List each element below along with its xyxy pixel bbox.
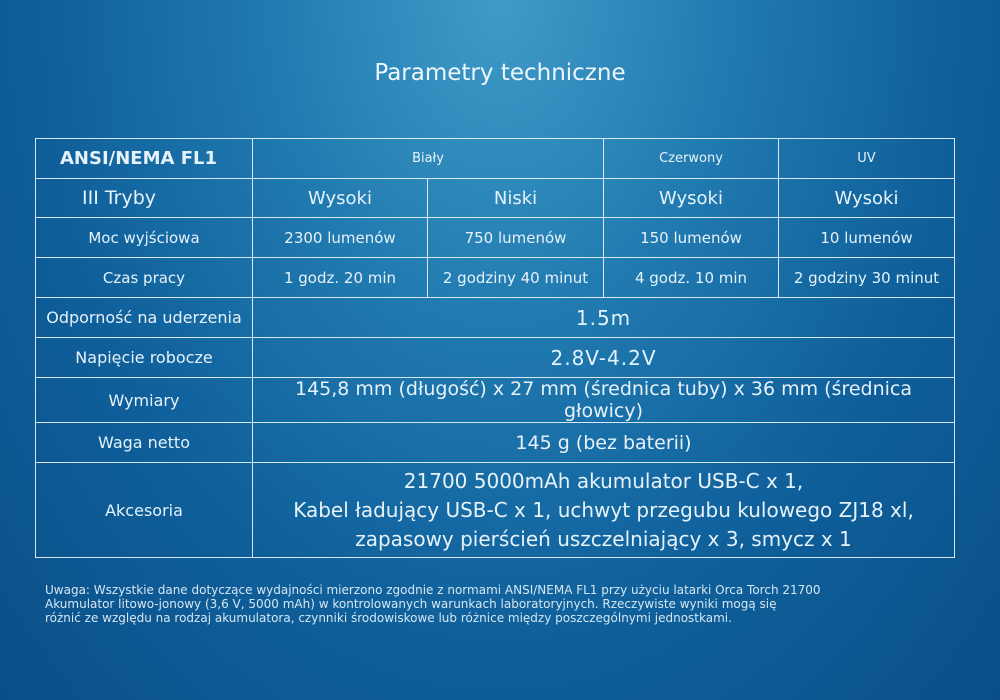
white-header: Biały	[253, 139, 604, 179]
accessories-line-2: Kabel ładujący USB-C x 1, uchwyt przegubu kulowego ZJ18 xl,	[293, 497, 914, 522]
red-header: Czerwony	[604, 139, 779, 179]
modes-row	[36, 179, 955, 218]
accessories-row	[36, 463, 955, 558]
footnote	[45, 583, 845, 625]
weight-row	[36, 423, 955, 463]
output-white-low: 750 lumenów	[428, 218, 604, 258]
output-row	[36, 218, 955, 258]
uv-high-mode: Wysoki	[779, 179, 955, 218]
output-uv-high: 10 lumenów	[779, 218, 955, 258]
runtime-row	[36, 258, 955, 298]
runtime-white-low: 2 godziny 40 minut	[428, 258, 604, 298]
spec-table	[35, 138, 955, 558]
output-label: Moc wyjściowa	[36, 218, 253, 258]
footnote-line-1: Uwaga: Wszystkie dane dotyczące wydajności mierzono zgodnie z normami ANSI/NEMA FL1 przy użyciu latarki Orca Torch 21700	[45, 583, 821, 597]
accessories-value	[253, 463, 955, 558]
accessories-line-1: 21700 5000mAh akumulator USB-C x 1,	[403, 468, 804, 493]
voltage-value: 2.8V-4.2V	[253, 338, 955, 378]
standard-header: ANSI/NEMA FL1	[36, 139, 253, 179]
table-header-row	[36, 139, 955, 179]
runtime-white-high: 1 godz. 20 min	[253, 258, 428, 298]
accessories-line-3: zapasowy pierścień uszczelniający x 3, smycz x 1	[355, 526, 852, 551]
footnote-line-3: różnić ze względu na rodzaj akumulatora, czynniki środowiskowe lub różnice między poszczególnymi jednostkami.	[45, 611, 732, 625]
weight-label: Waga netto	[36, 423, 253, 463]
white-low-mode: Niski	[428, 179, 604, 218]
modes-label: III Tryby	[36, 179, 253, 218]
white-high-mode: Wysoki	[253, 179, 428, 218]
voltage-row	[36, 338, 955, 378]
accessories-label: Akcesoria	[36, 463, 253, 558]
weight-value: 145 g (bez baterii)	[253, 423, 955, 463]
page-title: Parametry techniczne	[374, 60, 626, 86]
dimensions-label: Wymiary	[36, 378, 253, 423]
runtime-red-high: 4 godz. 10 min	[604, 258, 779, 298]
voltage-label: Napięcie robocze	[36, 338, 253, 378]
dimensions-row	[36, 378, 955, 423]
impact-label: Odporność na uderzenia	[36, 298, 253, 338]
uv-header: UV	[779, 139, 955, 179]
impact-row	[36, 298, 955, 338]
footnote-line-2: Akumulator litowo-jonowy (3,6 V, 5000 mAh) w kontrolowanych warunkach laboratoryjnych. Rzeczywiste wyniki mogą się	[45, 597, 777, 611]
runtime-label: Czas pracy	[36, 258, 253, 298]
output-red-high: 150 lumenów	[604, 218, 779, 258]
impact-value: 1.5m	[253, 298, 955, 338]
runtime-uv-high: 2 godziny 30 minut	[779, 258, 955, 298]
output-white-high: 2300 lumenów	[253, 218, 428, 258]
dimensions-value: 145,8 mm (długość) x 27 mm (średnica tuby) x 36 mm (średnica głowicy)	[253, 378, 955, 423]
red-high-mode: Wysoki	[604, 179, 779, 218]
